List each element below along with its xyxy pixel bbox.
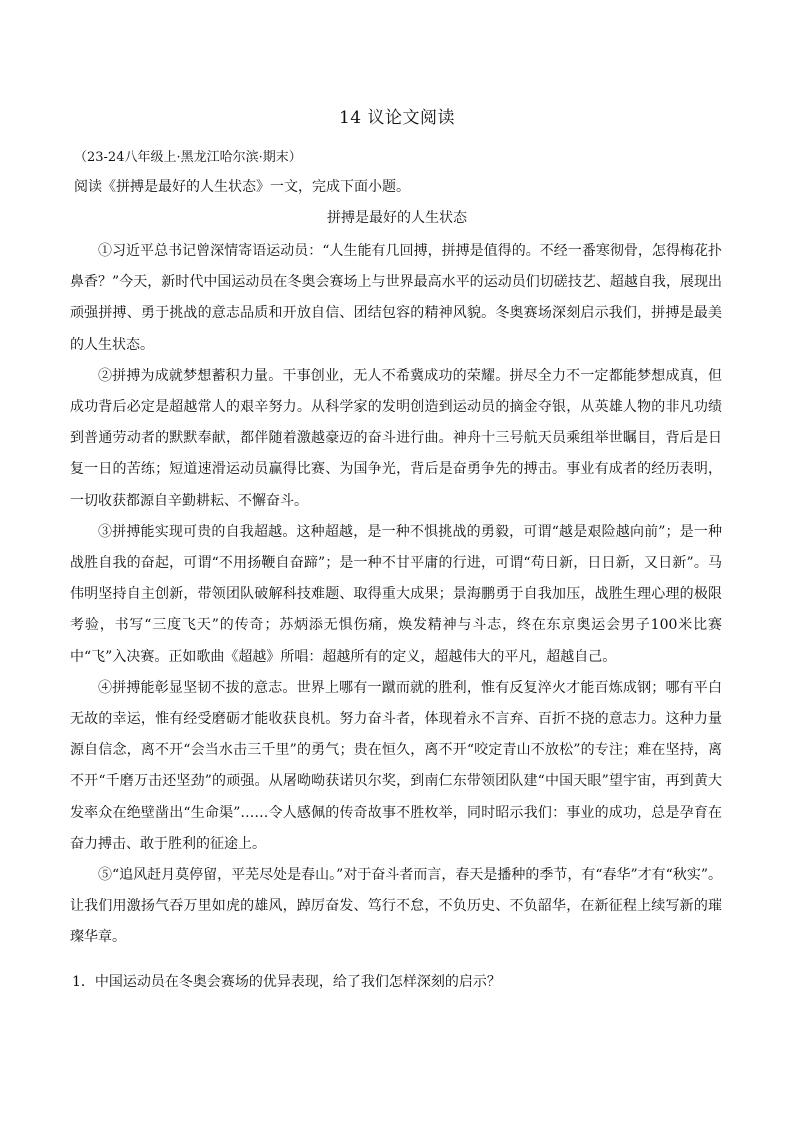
paragraph-3: ③拼搏能实现可贵的自我超越。这种超越，是一种不惧挑战的勇毅，可谓“越是艰险越向前”；是一种战胜自我的奋起，可谓“不用扬鞭自奋蹄”；是一种不甘平庸的行进，可谓“苟日新，日日新，又日新”。马伟明坚持自主创新，带领团队破解科技难题、取得重大成果；景海鹏勇于自我加压，战胜生理心理的极限考验，书写“三度飞天”的传奇；苏炳添无惧伤痛，焕发精神与斗志，终在东京奥运会男子100米比赛中“飞”入决赛。正如歌曲《超越》所唱：超越所有的定义，超越伟大的平凡，超越自己。 [70,523,722,665]
reading-instruction: 阅读《拼搏是最好的人生状态》一文，完成下面小题。 [74,179,410,195]
paragraph-2: ②拼搏为成就梦想蓄积力量。干事创业，无人不希冀成功的荣耀。拼尽全力不一定都能梦想成真，但成功背后必定是超越常人的艰辛努力。从科学家的发明创造到运动员的摘金夺银，从英雄人物的非凡功绩到普通劳动者的默默奉献，都伴随着激越豪迈的奋斗进行曲。神舟十三号航天员乘组举世瞩目，背后是日复一日的苦练；短道速滑运动员赢得比赛、为国争光，背后是奋勇争先的搏击。事业有成者的经历表明，一切收获都源自辛勤耕耘、不懈奋斗。 [70,367,722,509]
paragraph-4: ④拼搏能彰显坚韧不拔的意志。世界上哪有一蹴而就的胜利，惟有反复淬火才能百炼成钢；哪有平白无故的幸运，惟有经受磨砺才能收获良机。努力奋斗者，体现着永不言弃、百折不挠的意志力。这种力量源自信念，离不开“会当水击三千里”的勇气；贵在恒久，离不开“咬定青山不放松”的专注；难在坚持，离不开“千磨万击还坚劲”的顽强。从屠呦呦获诺贝尔奖，到南仁东带领团队建“中国天眼”望宇宙，再到黄大发率众在绝壁凿出“生命渠”……令人感佩的传奇故事不胜枚举，同时昭示我们：事业的成功，总是孕育在奋力搏击、敢于胜利的征途上。 [70,679,722,852]
paragraph-1: ①习近平总书记曾深情寄语运动员：“人生能有几回搏，拼搏是值得的。不经一番寒彻骨，怎得梅花扑鼻香？”今天，新时代中国运动员在冬奥会赛场上与世界最高水平的运动员们切磋技艺、超越自我，展现出顽强拼搏、勇于挑战的意志品质和开放自信、团结包容的精神风貌。冬奥赛场深刻启示我们，拼搏是最美的人生状态。 [70,243,722,353]
article-body [70,236,722,954]
exam-source: （23-24八年级上·黑龙江哈尔滨·期末） [74,150,302,165]
paragraph-5: ⑤“追风赶月莫停留，平芜尽处是春山。”对于奋斗者而言，春天是播种的季节，有“春华”才有“秋实”。让我们用激扬气吞万里如虎的雄风，踔厉奋发、笃行不怠，不负历史、不负韶华，在新征程上续写新的璀璨华章。 [70,867,722,946]
question-1: 1．中国运动员在冬奥会赛场的优异表现，给了我们怎样深刻的启示？ [72,974,501,990]
article-title: 拼搏是最好的人生状态 [327,210,467,226]
document-title: 14 议论文阅读 [338,108,456,128]
